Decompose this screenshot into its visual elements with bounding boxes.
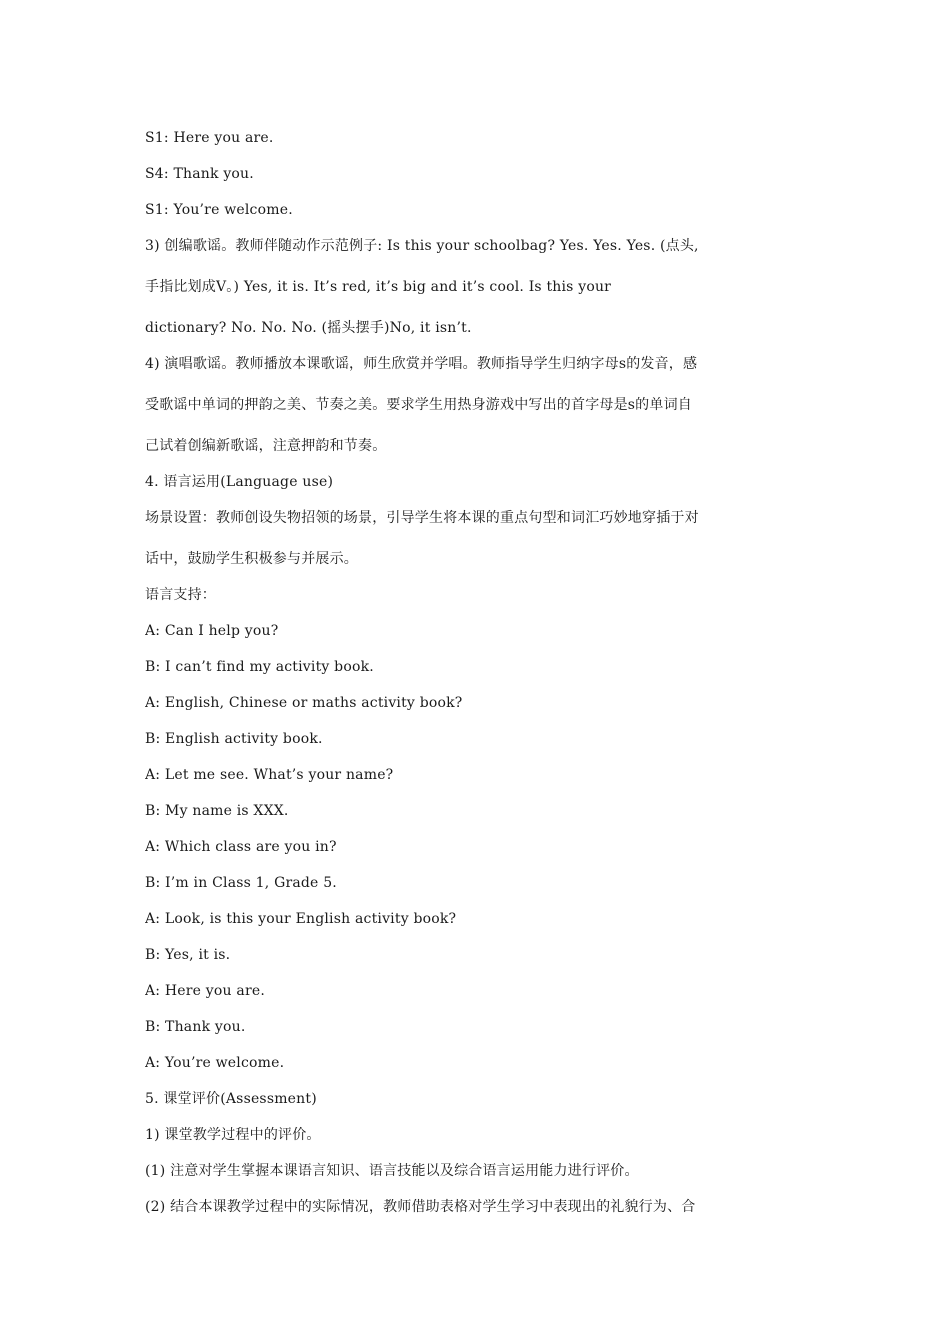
text-line: dictionary? No. No. No. (摇头摆手)No, it isn’t. bbox=[145, 320, 472, 336]
dialogue-line: A: English, Chinese or maths activity book? bbox=[145, 695, 463, 711]
text-line: 己试着创编新歌谣，注意押韵和节奏。 bbox=[145, 438, 387, 454]
dialogue-line: A: Look, is this your English activity book? bbox=[145, 911, 457, 927]
text-line: 手指比划成V。) Yes, it is. It’s red, it’s big and it’s cool. Is this your bbox=[145, 279, 612, 295]
dialogue-line: A: Can I help you? bbox=[145, 623, 279, 639]
text-line: S4: Thank you. bbox=[145, 166, 254, 182]
text-line: 4) 演唱歌谣。教师播放本课歌谣，师生欣赏并学唱。教师指导学生归纳字母s的发音，感 bbox=[145, 356, 698, 372]
text-line: 场景设置：教师创设失物招领的场景，引导学生将本课的重点句型和词汇巧妙地穿插于对 bbox=[145, 510, 699, 526]
section-heading: 4. 语言运用(Language use) bbox=[145, 474, 334, 490]
text-line: (2) 结合本课教学过程中的实际情况，教师借助表格对学生学习中表现出的礼貌行为、合 bbox=[145, 1199, 696, 1215]
dialogue-line: A: Let me see. What’s your name? bbox=[145, 767, 394, 783]
dialogue-line: B: My name is XXX. bbox=[145, 803, 289, 819]
text-line: 话中，鼓励学生积极参与并展示。 bbox=[145, 551, 358, 567]
text-line: S1: You’re welcome. bbox=[145, 202, 293, 218]
dialogue-line: A: You’re welcome. bbox=[145, 1055, 285, 1071]
text-line: S1: Here you are. bbox=[145, 130, 274, 146]
text-line: 1) 课堂教学过程中的评价。 bbox=[145, 1127, 321, 1143]
dialogue-line: B: I’m in Class 1, Grade 5. bbox=[145, 875, 337, 891]
dialogue-line: B: I can’t find my activity book. bbox=[145, 659, 374, 675]
text-line: 3) 创编歌谣。教师伴随动作示范例子: Is this your schoolbag? Yes. Yes. Yes. (点头, bbox=[145, 238, 699, 254]
dialogue-line: A: Which class are you in? bbox=[145, 839, 337, 855]
text-line: 语言支持： bbox=[145, 587, 216, 603]
dialogue-line: A: Here you are. bbox=[145, 983, 265, 999]
dialogue-line: B: Yes, it is. bbox=[145, 947, 231, 963]
dialogue-line: B: Thank you. bbox=[145, 1019, 246, 1035]
section-heading: 5. 课堂评价(Assessment) bbox=[145, 1091, 317, 1107]
text-line: 受歌谣中单词的押韵之美、节奏之美。要求学生用热身游戏中写出的首字母是s的单词自 bbox=[145, 397, 692, 413]
dialogue-line: B: English activity book. bbox=[145, 731, 323, 747]
text-line: (1) 注意对学生掌握本课语言知识、语言技能以及综合语言运用能力进行评价。 bbox=[145, 1163, 639, 1179]
